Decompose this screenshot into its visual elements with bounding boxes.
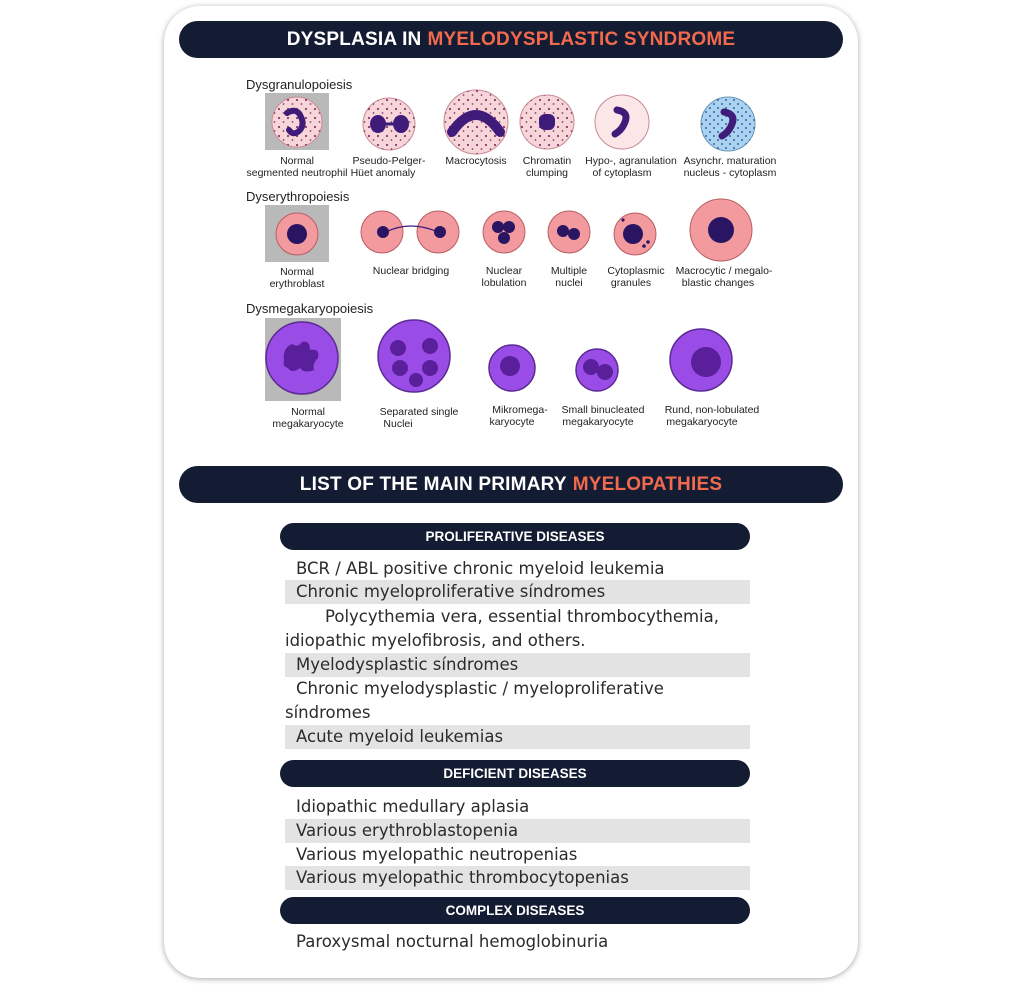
label-normal-neutrophil-2: segmented neutrophil xyxy=(246,167,348,179)
cell-round-non-lobulated xyxy=(670,329,732,391)
dysplasia-figure xyxy=(240,70,800,450)
list-item: Idiopathic medullary aplasia xyxy=(296,797,530,816)
label-megaloblastic-2: blastic changes xyxy=(681,277,755,289)
label-asynchronous-2: nucleus - cytoplasm xyxy=(683,167,777,179)
label-small-binucleated-1: Small binucleated xyxy=(561,404,645,416)
list-item: Polycythemia vera, essential thrombocythemia, idiopathic myelofibrosis, and others. xyxy=(285,607,719,650)
dysplasia-header-accent: MYELODYSPLASTIC SYNDROME xyxy=(427,28,736,50)
label-nuclear-lobulation-1: Nuclear xyxy=(485,265,523,277)
label-round-non-lobulated-1: Rund, non-lobulated xyxy=(664,404,760,416)
list-item: Paroxysmal nocturnal hemoglobinuria xyxy=(296,932,609,951)
label-megaloblastic-1: Macrocytic / megalo- xyxy=(675,265,773,277)
cell-pseudo-pelger xyxy=(363,98,415,150)
list-item: BCR / ABL positive chronic myeloid leukemia xyxy=(296,559,665,578)
myelopathies-header-text: LIST OF THE MAIN PRIMARY xyxy=(299,473,567,495)
cell-chromatin-clumping xyxy=(520,95,574,149)
cell-cytoplasmic-granules xyxy=(614,213,656,255)
label-multiple-nuclei-1: Multiple xyxy=(550,265,588,277)
list-item: Acute myeloid leukemias xyxy=(285,725,750,749)
deficient-diseases-title: DEFICIENT DISEASES xyxy=(280,760,750,787)
label-asynchronous-1: Asynchr. maturation xyxy=(683,155,777,167)
cell-megaloblastic xyxy=(690,199,752,261)
section-title-dysgranulopoiesis: Dysgranulopoiesis xyxy=(246,77,353,92)
label-small-binucleated-2: megakaryocyte xyxy=(562,416,634,428)
label-multiple-nuclei-2: nuclei xyxy=(555,277,583,289)
label-hypo-agranulation-2: of cytoplasm xyxy=(592,167,652,179)
label-separated-nuclei-2: Nuclei xyxy=(383,418,413,430)
label-pseudo-pelger-2: Hüet anomaly xyxy=(350,167,416,179)
label-normal-erythroblast-1: Normal xyxy=(280,266,314,278)
cell-nuclear-bridging xyxy=(361,211,459,253)
cell-normal-erythroblast xyxy=(265,205,329,262)
cell-multiple-nuclei xyxy=(548,211,590,253)
list-item: Various myelopathic thrombocytopenias xyxy=(285,866,750,890)
list-item: Myelodysplastic síndromes xyxy=(285,653,750,677)
list-item: Various myelopathic neutropenias xyxy=(296,845,578,864)
label-pseudo-pelger-1: Pseudo-Pelger- xyxy=(352,155,426,167)
label-normal-megakaryocyte-2: megakaryocyte xyxy=(272,418,344,430)
section-title-dyserythropoiesis: Dyserythropoiesis xyxy=(246,189,350,204)
list-item: Various erythroblastopenia xyxy=(285,819,750,843)
label-nuclear-bridging: Nuclear bridging xyxy=(372,265,450,277)
cell-normal-neutrophil xyxy=(265,93,329,150)
label-micromegakaryocyte-2: karyocyte xyxy=(489,416,535,428)
label-macrocytosis: Macrocytosis xyxy=(445,155,507,167)
label-nuclear-lobulation-2: lobulation xyxy=(481,277,527,289)
label-normal-megakaryocyte-1: Normal xyxy=(291,406,325,418)
myelopathies-header-accent: MYELOPATHIES xyxy=(572,473,723,495)
cell-asynchronous-maturation xyxy=(701,97,755,151)
label-micromegakaryocyte-1: Mikromega- xyxy=(492,404,548,416)
dysplasia-header-text: DYSPLASIA IN xyxy=(286,28,422,50)
label-chromatin-2: clumping xyxy=(525,167,569,179)
label-normal-erythroblast-2: erythroblast xyxy=(269,278,325,290)
label-cytoplasmic-granules-1: Cytoplasmic xyxy=(607,265,665,277)
label-chromatin-1: Chromatin xyxy=(522,155,572,167)
proliferative-diseases-title: PROLIFERATIVE DISEASES xyxy=(280,523,750,550)
list-item: Chronic myelodysplastic / myeloproliferative síndromes xyxy=(285,679,664,722)
label-cytoplasmic-granules-2: granules xyxy=(610,277,652,289)
label-normal-neutrophil-1: Normal xyxy=(280,155,314,167)
cell-micromegakaryocyte xyxy=(489,345,535,391)
label-round-non-lobulated-2: megakaryocyte xyxy=(666,416,738,428)
section-title-dysmegakaryopoiesis: Dysmegakaryopoiesis xyxy=(246,301,374,316)
myelopathies-header xyxy=(179,466,843,503)
cell-hypo-agranulation xyxy=(595,95,649,149)
dysplasia-header xyxy=(179,21,843,58)
cell-normal-megakaryocyte xyxy=(265,318,341,401)
cell-small-binucleated xyxy=(576,349,618,391)
label-hypo-agranulation-1: Hypo-, agranulation xyxy=(585,155,677,167)
cell-macrocytosis xyxy=(444,90,508,154)
cell-separated-nuclei xyxy=(378,320,450,392)
complex-diseases-title: COMPLEX DISEASES xyxy=(280,897,750,924)
cell-nuclear-lobulation xyxy=(483,211,525,253)
label-separated-nuclei-1: Separated single xyxy=(379,406,459,418)
list-item: Chronic myeloproliferative síndromes xyxy=(285,580,750,604)
